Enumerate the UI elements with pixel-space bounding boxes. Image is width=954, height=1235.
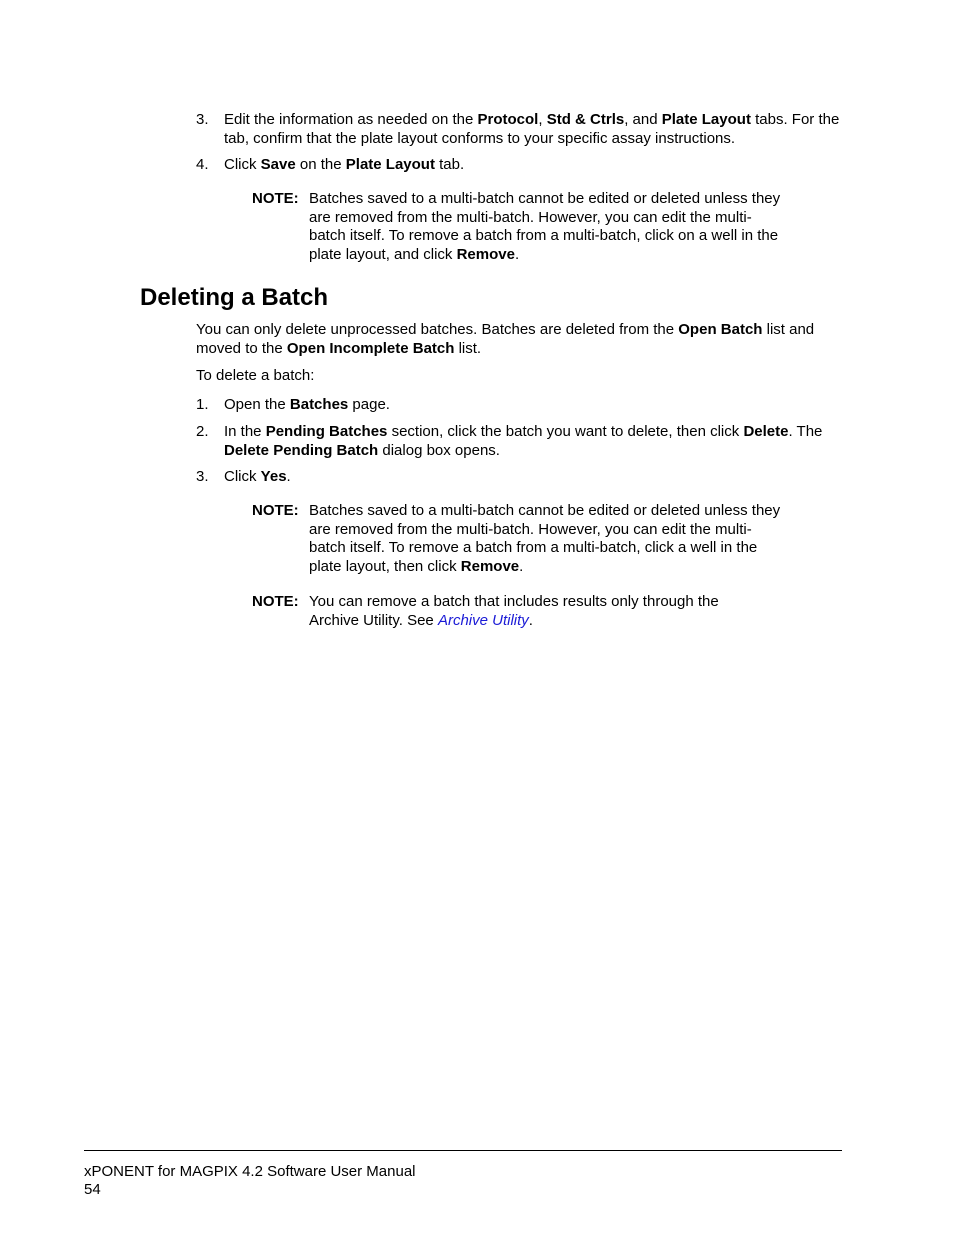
step-2-pending-batches <box>196 423 846 460</box>
archive-utility-link[interactable]: Archive Utility <box>437 611 529 629</box>
footer-manual-title: xPONENT for MAGPIX 4.2 Software User Manual <box>84 1163 416 1180</box>
step-text: Click Save on the Plate Layout tab. <box>224 156 465 173</box>
step-3-click-yes <box>196 468 846 487</box>
note-label: NOTE: <box>252 502 299 519</box>
step-number: 2. <box>196 423 209 440</box>
step-number: 1. <box>196 396 209 413</box>
step-text: Edit the information as needed on the Protocol, Std & Ctrls, and Plate Layout tabs. For the tab, confirm that the plate layout conforms to your specific assay instructions. <box>224 111 840 147</box>
step-1-open-batches <box>196 396 846 415</box>
step-text: In the Pending Batches section, click the batch you want to delete, then click Delete. The Delete Pending Batch dialog box opens. <box>224 423 823 459</box>
step-number: 3. <box>196 111 209 128</box>
section-heading: Deleting a Batch <box>140 284 329 311</box>
procedure-lead: To delete a batch: <box>196 367 315 384</box>
note-archive-utility <box>252 593 762 630</box>
note-multi-batch-edit <box>252 190 782 264</box>
step-text: Open the Batches page. <box>224 396 390 413</box>
note-multi-batch-delete <box>252 502 782 576</box>
note-text: Batches saved to a multi-batch cannot be edited or deleted unless they are removed from the multi-batch. However, you can edit the multi-batch itself. To remove a batch from a multi-batch, click a well in the plate layout, then click Remove. <box>309 502 781 575</box>
note-text: Batches saved to a multi-batch cannot be edited or deleted unless they are removed from the multi-batch. However, you can edit the multi-batch itself. To remove a batch from a multi-batch, click on a well in the plate layout, and click Remove. <box>309 190 781 263</box>
step-4-save <box>196 156 846 175</box>
step-text: Click Yes. <box>224 468 291 485</box>
note-label: NOTE: <box>252 190 299 207</box>
step-number: 4. <box>196 156 209 173</box>
step-3-edit <box>196 111 846 148</box>
section-intro: You can only delete unprocessed batches. Batches are deleted from the Open Batch list and moved to the Open Incomplete Batch list. <box>196 321 815 357</box>
step-number: 3. <box>196 468 209 485</box>
note-text: You can remove a batch that includes results only through the Archive Utility. See Archive Utility. <box>309 593 719 629</box>
footer-page-number: 54 <box>84 1181 101 1198</box>
footer-divider <box>84 1150 842 1151</box>
note-label: NOTE: <box>252 593 299 610</box>
